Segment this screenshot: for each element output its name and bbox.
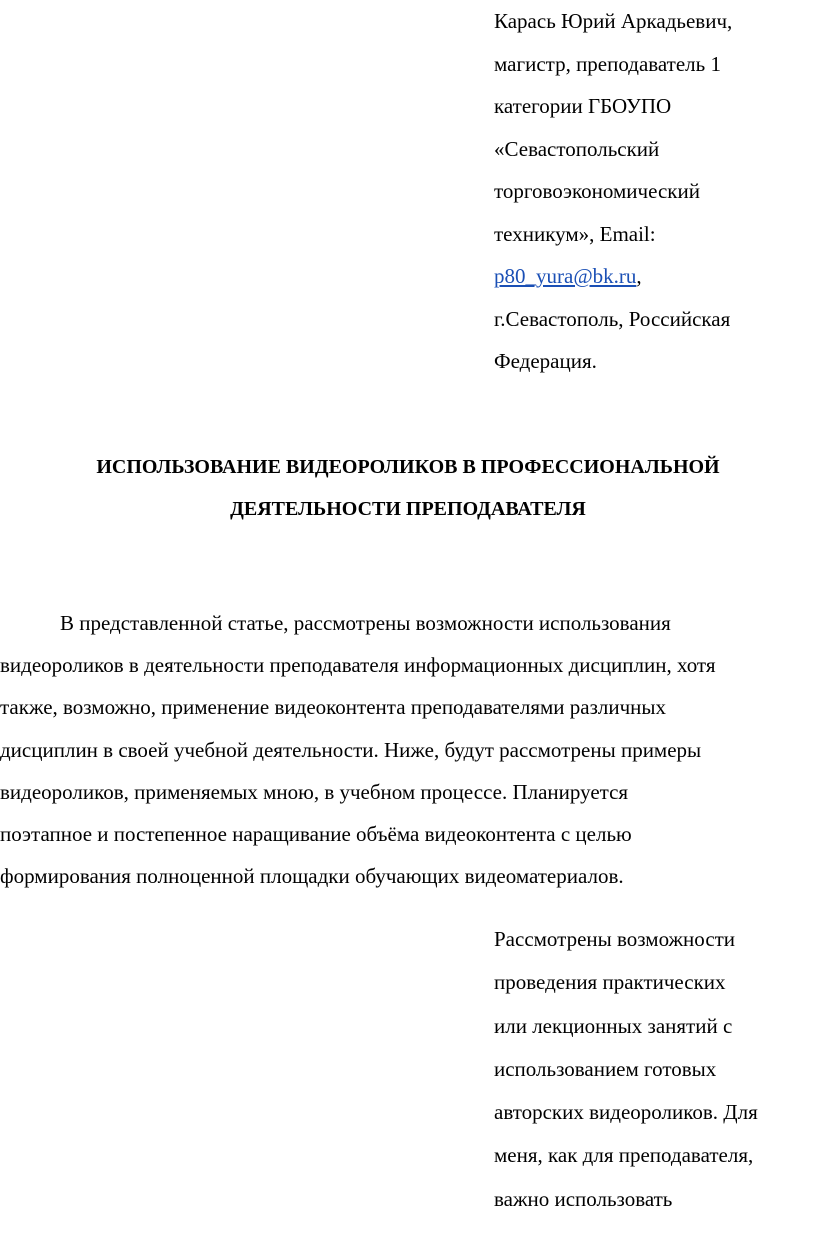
author-location-2: Федерация. [494, 349, 597, 373]
abstract-line: также, возможно, применение видеоконтента преподавателями различных [0, 695, 667, 720]
author-category: категории ГБОУПО [494, 94, 672, 118]
abstract-line: формирования полноценной площадки обучающих видеоматериалов. [0, 864, 624, 889]
abstract-line: видеороликов в деятельности преподавателя информационных дисциплин, хотя [0, 653, 716, 678]
author-location-1: г.Севастополь, Российская [494, 306, 731, 331]
body-line: меня, как для преподавателя, [494, 1143, 754, 1168]
abstract-line: видеороликов, применяемых мною, в учебном процессе. Планируется [0, 779, 629, 804]
body-line: важно использовать [494, 1186, 673, 1211]
abstract-line: В представленной статье, рассмотрены возможности использования [60, 611, 671, 635]
body-paragraph [494, 918, 804, 1221]
author-name: Карась Юрий Аркадьевич, [494, 9, 733, 33]
body-line: авторских видеороликов. Для [494, 1100, 758, 1125]
abstract-paragraph [0, 602, 816, 897]
author-degree: магистр, преподаватель 1 [494, 51, 721, 76]
body-line: проведения практических [494, 970, 726, 995]
body-line: или лекционных занятий с [494, 1013, 733, 1038]
author-institution-3: техникум», Email: [494, 221, 656, 246]
email-suffix: , [636, 264, 642, 288]
article-title [0, 446, 816, 530]
title-line-1: ИСПОЛЬЗОВАНИЕ ВИДЕОРОЛИКОВ В ПРОФЕССИОНАЛЬНОЙ [96, 456, 720, 478]
author-email-link[interactable]: p80_yura@bk.ru [494, 264, 637, 288]
author-institution-1: «Севастопольский [494, 136, 660, 161]
body-line: использованием готовых [494, 1056, 717, 1081]
author-info [494, 0, 804, 383]
author-email-line [494, 255, 804, 298]
title-line-2: ДЕЯТЕЛЬНОСТИ ПРЕПОДАВАТЕЛЯ [230, 498, 586, 520]
body-line: Рассмотрены возможности [494, 927, 736, 951]
abstract-line: поэтапное и постепенное наращивание объёма видеоконтента с целью [0, 822, 632, 847]
abstract-line: дисциплин в своей учебной деятельности. Ниже, будут рассмотрены примеры [0, 737, 702, 762]
author-institution-2: торговоэкономический [494, 179, 700, 203]
